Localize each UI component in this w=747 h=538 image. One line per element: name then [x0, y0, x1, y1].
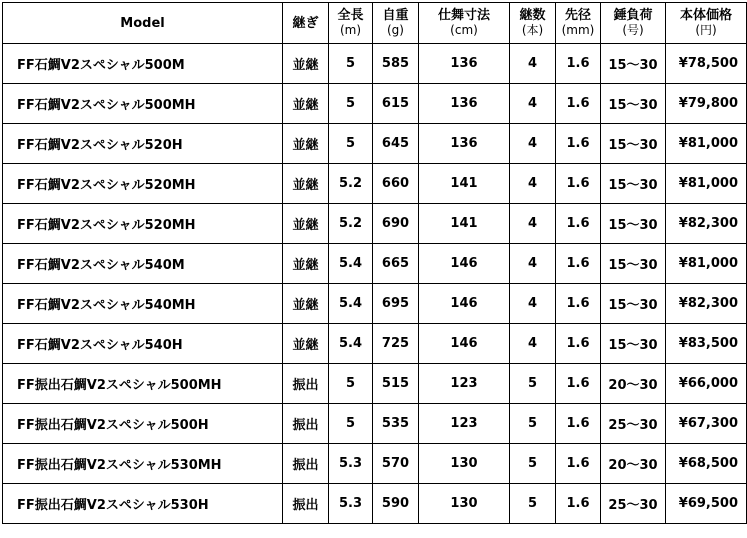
cell-price: ¥82,300 — [666, 204, 747, 244]
cell-closed-length: 146 — [419, 284, 510, 324]
cell-model: FF石鯛V2スペシャル540MH — [3, 284, 283, 324]
cell-weight: 665 — [373, 244, 419, 284]
cell-length: 5 — [329, 84, 373, 124]
cell-sinker-load: 15〜30 — [601, 324, 666, 364]
cell-length: 5.3 — [329, 444, 373, 484]
cell-closed-length: 146 — [419, 324, 510, 364]
cell-weight: 615 — [373, 84, 419, 124]
cell-price: ¥69,500 — [666, 484, 747, 524]
cell-joint: 振出 — [283, 404, 329, 444]
cell-length: 5 — [329, 364, 373, 404]
table-row — [3, 444, 747, 484]
cell-joint: 並継 — [283, 324, 329, 364]
cell-price: ¥81,000 — [666, 244, 747, 284]
cell-sinker-load: 20〜30 — [601, 364, 666, 404]
cell-sections: 5 — [510, 404, 556, 444]
cell-sections: 4 — [510, 84, 556, 124]
cell-tip-diameter: 1.6 — [556, 324, 601, 364]
cell-model: FF石鯛V2スペシャル540H — [3, 324, 283, 364]
cell-closed-length: 136 — [419, 44, 510, 84]
cell-sections: 4 — [510, 44, 556, 84]
cell-sinker-load: 15〜30 — [601, 124, 666, 164]
cell-sinker-load: 25〜30 — [601, 404, 666, 444]
cell-length: 5.2 — [329, 164, 373, 204]
table-row — [3, 244, 747, 284]
header-price: 本体価格 (円) — [666, 3, 747, 44]
cell-model: FF石鯛V2スペシャル520MH — [3, 164, 283, 204]
header-sections: 継数 (本) — [510, 3, 556, 44]
cell-price: ¥81,000 — [666, 124, 747, 164]
cell-weight: 590 — [373, 484, 419, 524]
cell-tip-diameter: 1.6 — [556, 404, 601, 444]
header-weight: 自重 (g) — [373, 3, 419, 44]
header-closed-length: 仕舞寸法 (cm) — [419, 3, 510, 44]
cell-tip-diameter: 1.6 — [556, 284, 601, 324]
cell-weight: 645 — [373, 124, 419, 164]
cell-weight: 690 — [373, 204, 419, 244]
cell-model: FF石鯛V2スペシャル520MH — [3, 204, 283, 244]
cell-tip-diameter: 1.6 — [556, 44, 601, 84]
cell-closed-length: 141 — [419, 164, 510, 204]
cell-joint: 並継 — [283, 84, 329, 124]
table-row — [3, 404, 747, 444]
cell-sections: 4 — [510, 164, 556, 204]
cell-closed-length: 136 — [419, 84, 510, 124]
cell-weight: 660 — [373, 164, 419, 204]
cell-weight: 535 — [373, 404, 419, 444]
cell-sections: 4 — [510, 244, 556, 284]
cell-sinker-load: 15〜30 — [601, 44, 666, 84]
cell-model: FF振出石鯛V2スペシャル530H — [3, 484, 283, 524]
cell-sections: 4 — [510, 124, 556, 164]
cell-price: ¥82,300 — [666, 284, 747, 324]
cell-weight: 570 — [373, 444, 419, 484]
header-length: 全長 (m) — [329, 3, 373, 44]
cell-model: FF石鯛V2スペシャル540M — [3, 244, 283, 284]
cell-sinker-load: 15〜30 — [601, 284, 666, 324]
cell-length: 5 — [329, 44, 373, 84]
cell-tip-diameter: 1.6 — [556, 204, 601, 244]
cell-model: FF振出石鯛V2スペシャル500MH — [3, 364, 283, 404]
cell-closed-length: 130 — [419, 484, 510, 524]
header-sinker-load: 錘負荷 (号) — [601, 3, 666, 44]
cell-joint: 並継 — [283, 244, 329, 284]
cell-sections: 4 — [510, 284, 556, 324]
cell-sections: 5 — [510, 484, 556, 524]
cell-joint: 並継 — [283, 164, 329, 204]
header-row — [3, 3, 747, 44]
table-row — [3, 164, 747, 204]
cell-price: ¥81,000 — [666, 164, 747, 204]
cell-joint: 並継 — [283, 284, 329, 324]
table-row — [3, 284, 747, 324]
table-row — [3, 124, 747, 164]
cell-tip-diameter: 1.6 — [556, 364, 601, 404]
cell-weight: 725 — [373, 324, 419, 364]
table-row — [3, 84, 747, 124]
cell-tip-diameter: 1.6 — [556, 124, 601, 164]
table-row — [3, 484, 747, 524]
header-tip-diameter: 先径 (mm) — [556, 3, 601, 44]
cell-length: 5.3 — [329, 484, 373, 524]
cell-price: ¥67,300 — [666, 404, 747, 444]
cell-joint: 振出 — [283, 484, 329, 524]
cell-price: ¥79,800 — [666, 84, 747, 124]
cell-sinker-load: 20〜30 — [601, 444, 666, 484]
cell-sinker-load: 15〜30 — [601, 84, 666, 124]
cell-model: FF石鯛V2スペシャル520H — [3, 124, 283, 164]
cell-sinker-load: 25〜30 — [601, 484, 666, 524]
cell-tip-diameter: 1.6 — [556, 244, 601, 284]
cell-closed-length: 123 — [419, 404, 510, 444]
cell-tip-diameter: 1.6 — [556, 84, 601, 124]
cell-sinker-load: 15〜30 — [601, 244, 666, 284]
header-joint: 継ぎ — [283, 3, 329, 44]
cell-joint: 並継 — [283, 44, 329, 84]
cell-price: ¥68,500 — [666, 444, 747, 484]
cell-tip-diameter: 1.6 — [556, 164, 601, 204]
cell-model: FF石鯛V2スペシャル500M — [3, 44, 283, 84]
cell-weight: 585 — [373, 44, 419, 84]
cell-sections: 4 — [510, 324, 556, 364]
cell-sections: 5 — [510, 364, 556, 404]
cell-weight: 515 — [373, 364, 419, 404]
cell-weight: 695 — [373, 284, 419, 324]
table-row — [3, 324, 747, 364]
cell-closed-length: 141 — [419, 204, 510, 244]
cell-joint: 並継 — [283, 124, 329, 164]
cell-model: FF振出石鯛V2スペシャル530MH — [3, 444, 283, 484]
cell-closed-length: 123 — [419, 364, 510, 404]
header-model: Model — [3, 3, 283, 44]
cell-joint: 並継 — [283, 204, 329, 244]
cell-length: 5 — [329, 404, 373, 444]
cell-model: FF振出石鯛V2スペシャル500H — [3, 404, 283, 444]
table-row — [3, 364, 747, 404]
cell-sinker-load: 15〜30 — [601, 204, 666, 244]
cell-length: 5 — [329, 124, 373, 164]
cell-price: ¥78,500 — [666, 44, 747, 84]
cell-sinker-load: 15〜30 — [601, 164, 666, 204]
spec-table-body — [3, 44, 747, 524]
cell-sections: 4 — [510, 204, 556, 244]
cell-joint: 振出 — [283, 444, 329, 484]
cell-closed-length: 136 — [419, 124, 510, 164]
cell-tip-diameter: 1.6 — [556, 444, 601, 484]
cell-closed-length: 146 — [419, 244, 510, 284]
table-row — [3, 204, 747, 244]
cell-closed-length: 130 — [419, 444, 510, 484]
cell-length: 5.4 — [329, 244, 373, 284]
cell-price: ¥66,000 — [666, 364, 747, 404]
cell-tip-diameter: 1.6 — [556, 484, 601, 524]
cell-length: 5.4 — [329, 284, 373, 324]
cell-sections: 5 — [510, 444, 556, 484]
cell-joint: 振出 — [283, 364, 329, 404]
cell-length: 5.4 — [329, 324, 373, 364]
spec-table — [2, 2, 747, 524]
cell-length: 5.2 — [329, 204, 373, 244]
cell-price: ¥83,500 — [666, 324, 747, 364]
table-row — [3, 44, 747, 84]
cell-model: FF石鯛V2スペシャル500MH — [3, 84, 283, 124]
